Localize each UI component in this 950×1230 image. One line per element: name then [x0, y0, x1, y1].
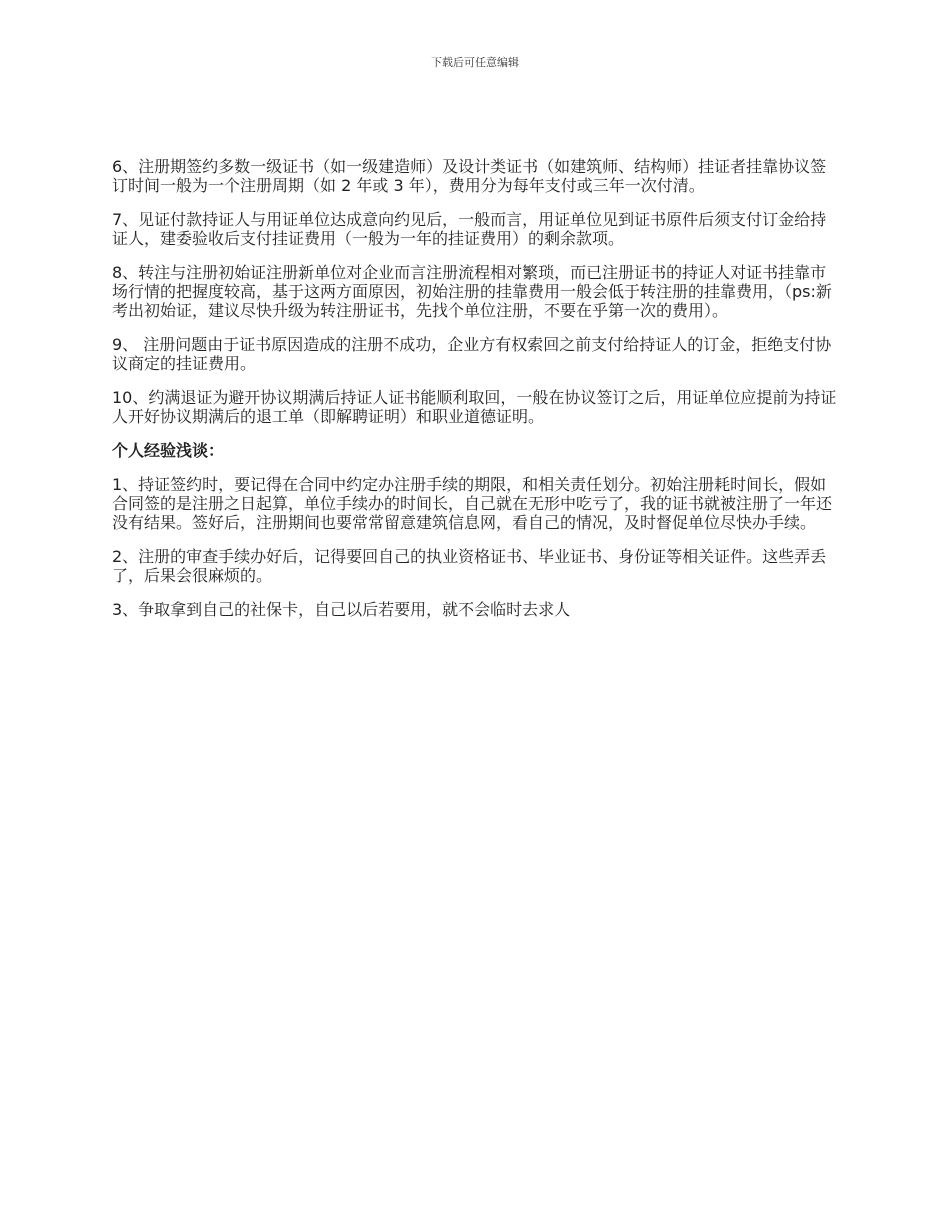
paragraph-7: 7、见证付款持证人与用证单位达成意向约见后，一般而言，用证单位见到证书原件后须支付订金给持证人，建委验收后支付挂证费用（一般为一年的挂证费用）的剩余款项。	[112, 210, 827, 248]
experience-item-3: 3、争取拿到自己的社保卡，自己以后若要用，就不会临时去求人	[112, 600, 571, 619]
paragraph-9: 9、 注册问题由于证书原因造成的注册不成功，企业方有权索回之前支付给持证人的订金，拒绝支付协议商定的挂证费用。	[112, 335, 832, 373]
page-header: 下载后可任意编辑	[431, 56, 519, 69]
document-body	[112, 157, 842, 634]
paragraph-10: 10、约满退证为避开协议期满后持证人证书能顺利取回，一般在协议签订之后，用证单位应提前为持证人开好协议期满后的退工单（即解聘证明）和职业道德证明。	[112, 388, 837, 426]
paragraph-8: 8、转注与注册初始证注册新单位对企业而言注册流程相对繁琐，而已注册证书的持证人对证书挂靠市场行情的把握度较高，基于这两方面原因，初始注册的挂靠费用一般会低于转注册的挂靠费用，（ps:新考出初始证，建议尽快升级为转注册证书，先找个单位注册，不要在乎第一次的费用）。	[112, 263, 832, 320]
section-heading: 个人经验浅谈：	[112, 441, 225, 460]
experience-item-1: 1、持证签约时，要记得在合同中约定办注册手续的期限，和相关责任划分。初始注册耗时间长，假如合同签的是注册之日起算，单位手续办的时间长，自己就在无形中吃亏了，我的证书就被注册了一年还没有结果。签好后，注册期间也要常常留意建筑信息网，看自己的情况，及时督促单位尽快办手续。	[112, 475, 833, 532]
experience-item-2: 2、注册的审查手续办好后，记得要回自己的执业资格证书、毕业证书、身份证等相关证件。这些弄丢了，后果会很麻烦的。	[112, 547, 827, 585]
paragraph-6: 6、注册期签约多数一级证书（如一级建造师）及设计类证书（如建筑师、结构师）挂证者挂靠协议签订时间一般为一个注册周期（如 2 年或 3 年），费用分为每年支付或三年一次付清。	[112, 157, 827, 195]
